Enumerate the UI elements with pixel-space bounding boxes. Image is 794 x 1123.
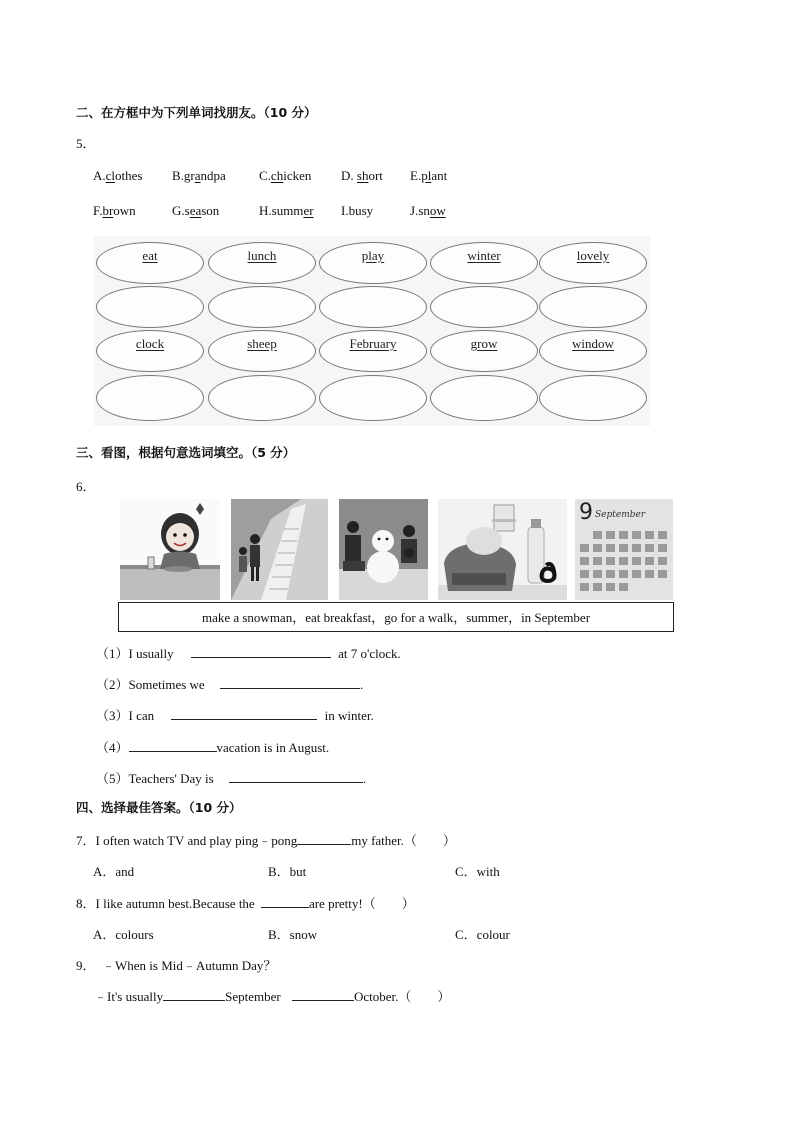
- question-5-number: 5．: [76, 136, 96, 151]
- answer-blank[interactable]: [229, 770, 363, 783]
- picture-backpack-and-bottle: [438, 499, 567, 600]
- word-option-d: D. short: [341, 168, 383, 183]
- oval-word: winter: [430, 242, 538, 284]
- oval-word: February: [319, 330, 427, 372]
- word-option-g: G.season: [172, 203, 220, 218]
- q7-option-a[interactable]: A．and: [93, 864, 135, 879]
- question-6-number: 6．: [76, 479, 96, 494]
- oval-blank[interactable]: [208, 286, 316, 328]
- word-bank-box: make a snowman，eat breakfast，go for a walk，summer，in September: [118, 602, 674, 632]
- picture-girl-eating-breakfast: [120, 499, 220, 600]
- oval-blank[interactable]: [208, 375, 316, 421]
- oval-word-grid: [94, 236, 650, 426]
- oval-blank[interactable]: [319, 375, 427, 421]
- answer-blank[interactable]: [220, 676, 360, 689]
- oval-blank[interactable]: [96, 375, 204, 421]
- fill-item-4: （4） vacation is in August.: [96, 740, 330, 755]
- word-option-j: J.snow: [410, 203, 446, 218]
- calendar-month: September: [595, 510, 646, 520]
- oval-blank[interactable]: [539, 286, 647, 328]
- word-option-i: I.busy: [341, 203, 374, 218]
- oval-word: play: [319, 242, 427, 284]
- oval-word: window: [539, 330, 647, 372]
- oval-blank[interactable]: [430, 375, 538, 421]
- picture-going-for-a-walk: [231, 499, 328, 600]
- word-option-e: E.plant: [410, 168, 448, 183]
- section-2-heading: 二、在方框中为下列单词找朋友。（10 分）: [76, 105, 317, 120]
- question-9-line-1: 9． ﹣When is Mid﹣Autumn Day？: [76, 958, 277, 973]
- oval-blank[interactable]: [539, 375, 647, 421]
- q8-option-c[interactable]: C．colour: [455, 927, 510, 942]
- calendar-number: 9: [579, 500, 593, 525]
- answer-blank[interactable]: [292, 988, 354, 1001]
- question-8-stem: 8．I like autumn best.Because the are pretty!（ ）: [76, 896, 415, 911]
- fill-item-2: （2）Sometimes we .: [96, 677, 364, 692]
- word-option-b: B.grandpa: [172, 168, 226, 183]
- question-9-line-2: ﹣It's usually September October.（ ）: [94, 989, 451, 1004]
- answer-blank[interactable]: [191, 645, 331, 658]
- picture-september-calendar: [575, 499, 673, 600]
- picture-making-a-snowman: [339, 499, 428, 600]
- oval-blank[interactable]: [96, 286, 204, 328]
- answer-blank[interactable]: [129, 739, 217, 752]
- question-7-stem: 7．I often watch TV and play ping﹣pong my father.（ ）: [76, 833, 456, 848]
- word-option-a: A.clothes: [93, 168, 143, 183]
- answer-blank[interactable]: [297, 832, 351, 845]
- oval-word: lunch: [208, 242, 316, 284]
- q7-option-b[interactable]: B．but: [268, 864, 307, 879]
- section-4-heading: 四、选择最佳答案。（10 分）: [76, 800, 242, 815]
- oval-word: sheep: [208, 330, 316, 372]
- q7-option-c[interactable]: C．with: [455, 864, 500, 879]
- word-option-c: C.chicken: [259, 168, 312, 183]
- word-option-f: F.brown: [93, 203, 136, 218]
- answer-blank[interactable]: [261, 895, 309, 908]
- word-option-h: H.summer: [259, 203, 314, 218]
- oval-word: eat: [96, 242, 204, 284]
- oval-blank[interactable]: [319, 286, 427, 328]
- section-3-heading: 三、看图，根据句意选词填空。（5 分）: [76, 445, 296, 460]
- fill-item-5: （5）Teachers' Day is .: [96, 771, 367, 786]
- fill-item-1: （1）I usually at 7 o'clock.: [96, 646, 401, 661]
- answer-blank[interactable]: [171, 707, 317, 720]
- oval-word: lovely: [539, 242, 647, 284]
- q8-option-b[interactable]: B．snow: [268, 927, 318, 942]
- answer-blank[interactable]: [163, 988, 225, 1001]
- oval-blank[interactable]: [430, 286, 538, 328]
- oval-word: clock: [96, 330, 204, 372]
- fill-item-3: （3）I can in winter.: [96, 708, 374, 723]
- q8-option-a[interactable]: A．colours: [93, 927, 154, 942]
- oval-word: grow: [430, 330, 538, 372]
